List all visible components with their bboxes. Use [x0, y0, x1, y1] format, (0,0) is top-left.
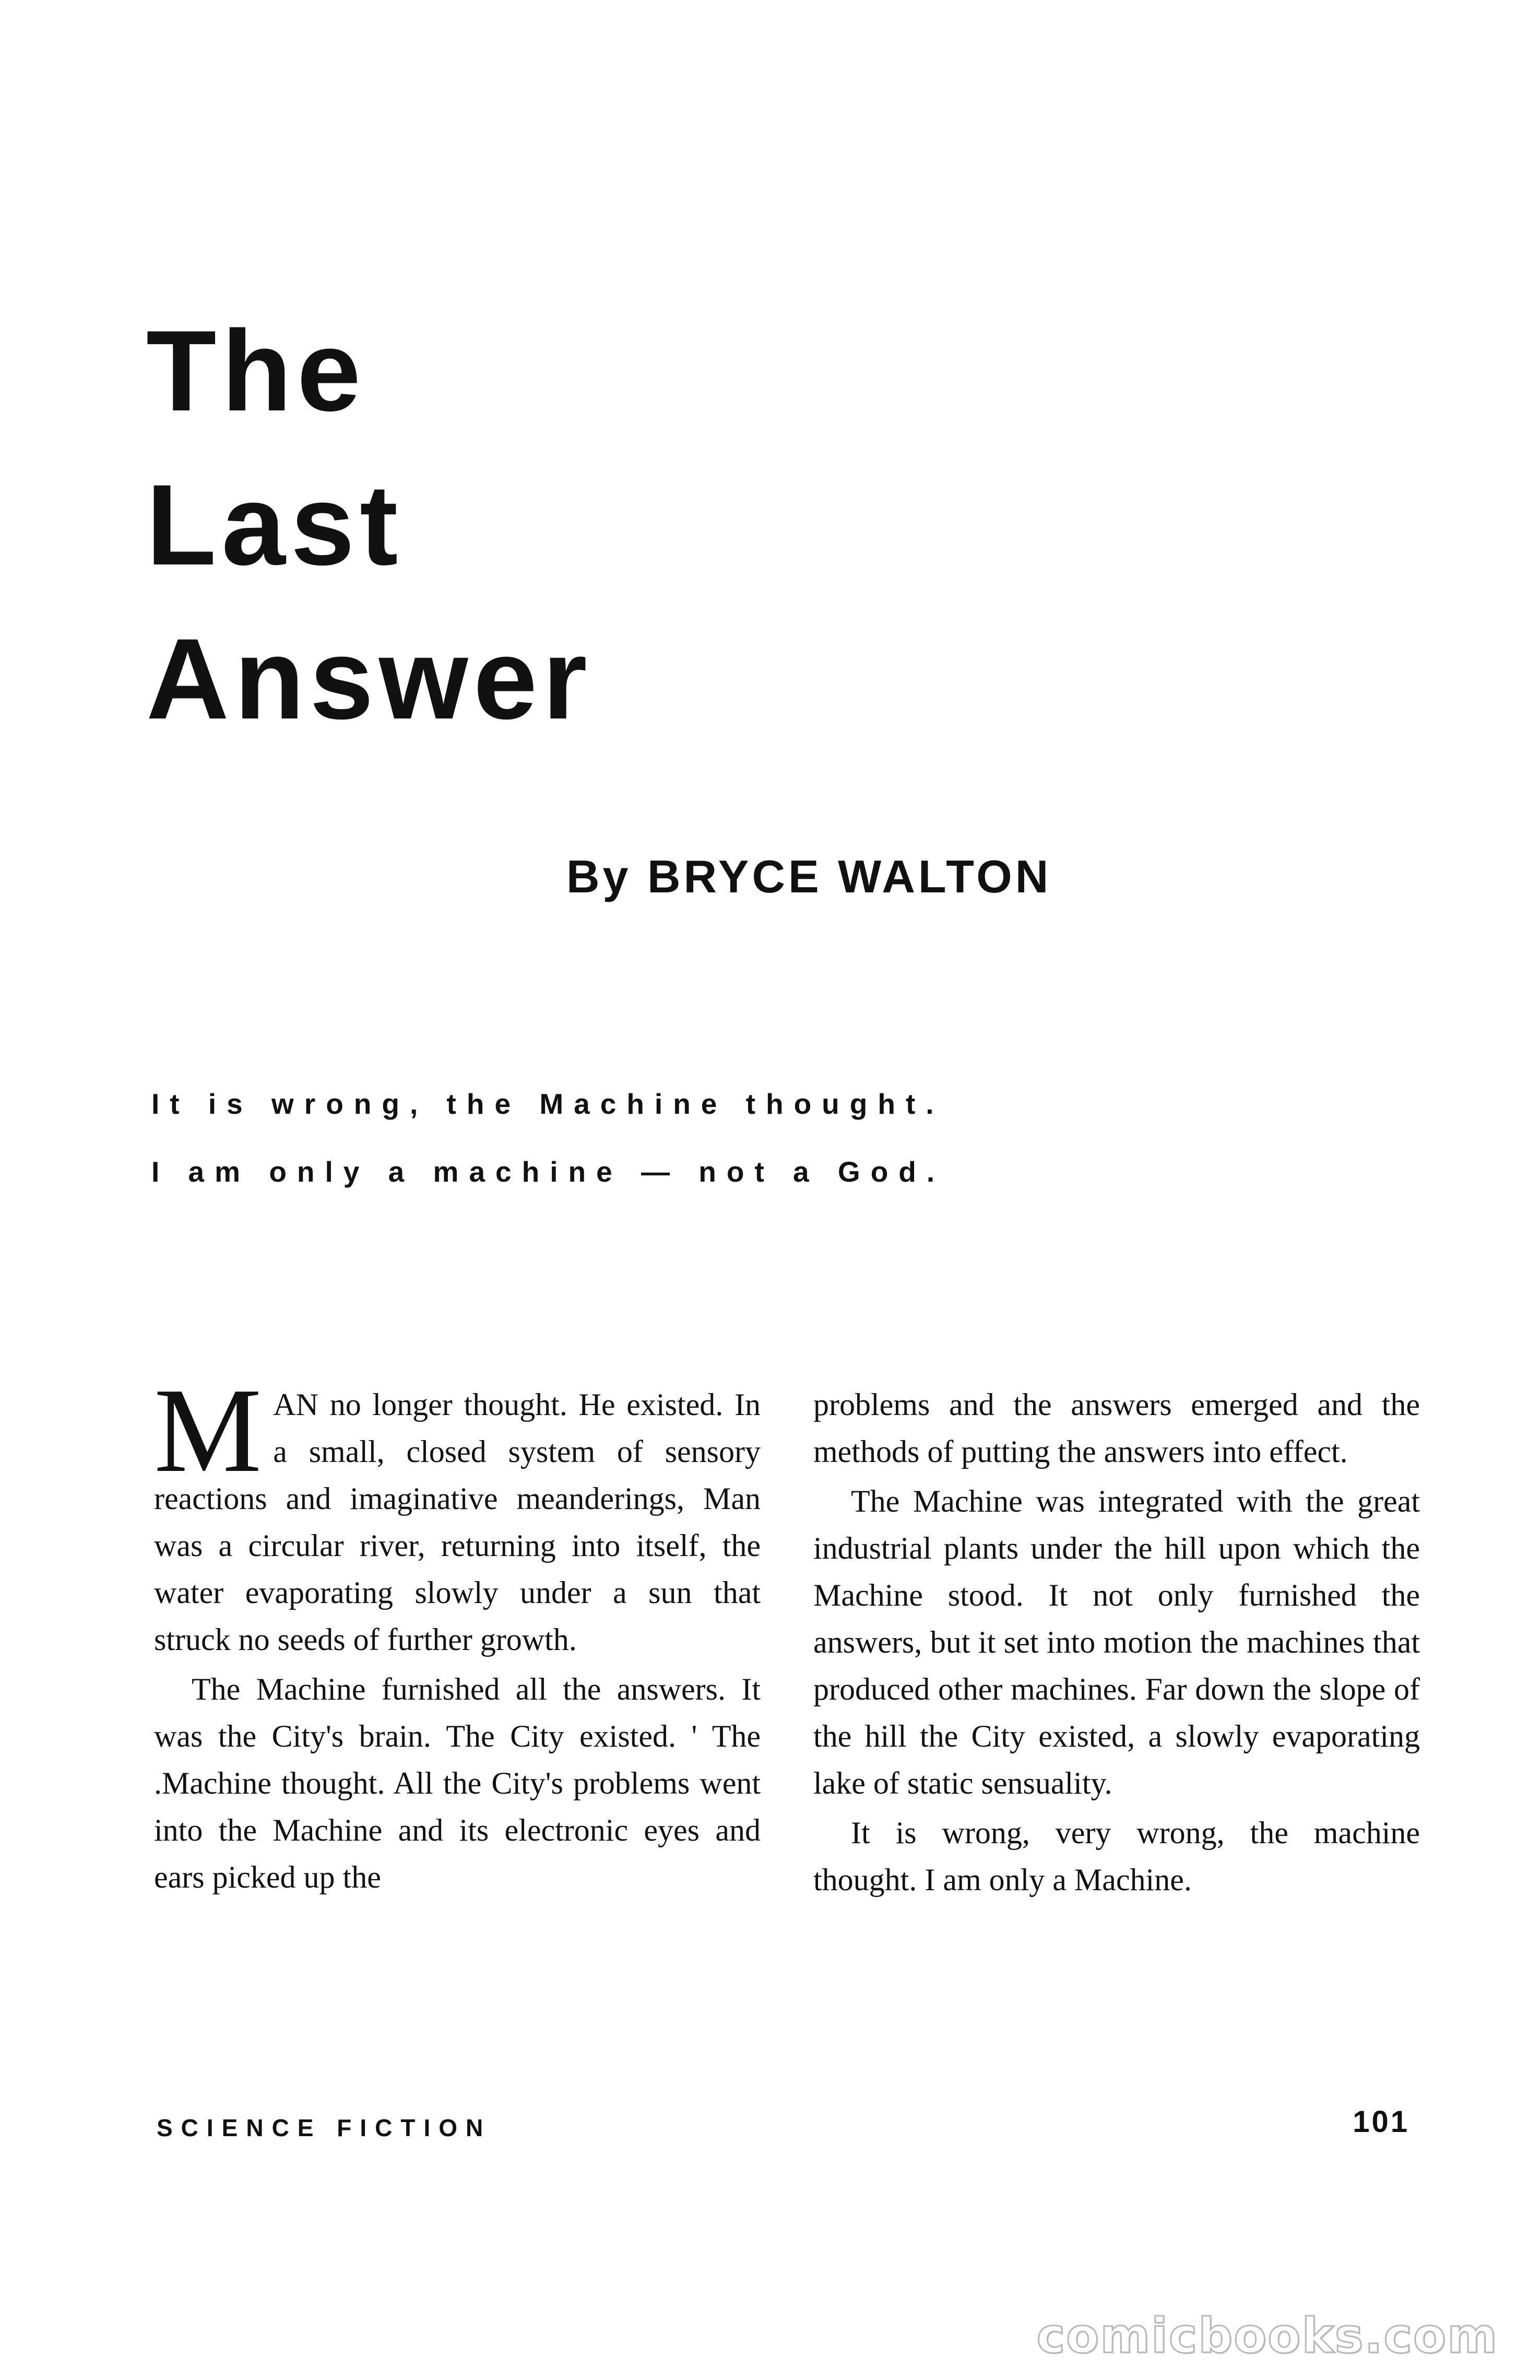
story-title-line-1: The	[146, 307, 366, 435]
body-column-left	[154, 1363, 761, 1901]
magazine-name-footer: SCIENCE FICTION	[157, 2114, 492, 2141]
story-title-line-2: Last	[146, 461, 404, 589]
story-blurb-line-1: It is wrong, the Machine thought.	[151, 1088, 944, 1120]
paragraph-text: AN no longer thought. He existed. In a small, closed system of sensory reactions and imaginative meanderings, Man was a circular river, returning into itself, the water evaporating slowly under a sun that struck no seeds of further growth.	[154, 1387, 761, 1657]
body-paragraph: The Machine was integrated with the great industrial plants under the hill upon which the Machine stood. It not only furnished the answers, but it set into motion the machines that produced other machines. Far down the slope of the hill the City existed, a slowly evaporating lake of static sensuality.	[813, 1484, 1420, 1800]
story-blurb-line-2: I am only a machine — not a God.	[151, 1156, 945, 1188]
body-column-right	[813, 1381, 1420, 1903]
story-title-line-3: Answer	[146, 615, 593, 743]
drop-cap: M	[154, 1363, 262, 1498]
author-byline: By BRYCE WALTON	[566, 851, 1052, 902]
site-watermark: comicbooks.com	[1036, 2308, 1498, 2364]
body-paragraph: problems and the answers emerged and the methods of putting the answers into effect.	[813, 1387, 1420, 1469]
page-number: 101	[1353, 2105, 1409, 2139]
body-paragraph	[154, 1363, 761, 1663]
body-paragraph: It is wrong, very wrong, the machine thought. I am only a Machine.	[813, 1816, 1420, 1897]
body-paragraph: The Machine furnished all the answers. It was the City's brain. The City existed. ' The .Machine thought. All the City's problems went into the Machine and its electronic eyes and ears picked up the	[154, 1672, 761, 1894]
